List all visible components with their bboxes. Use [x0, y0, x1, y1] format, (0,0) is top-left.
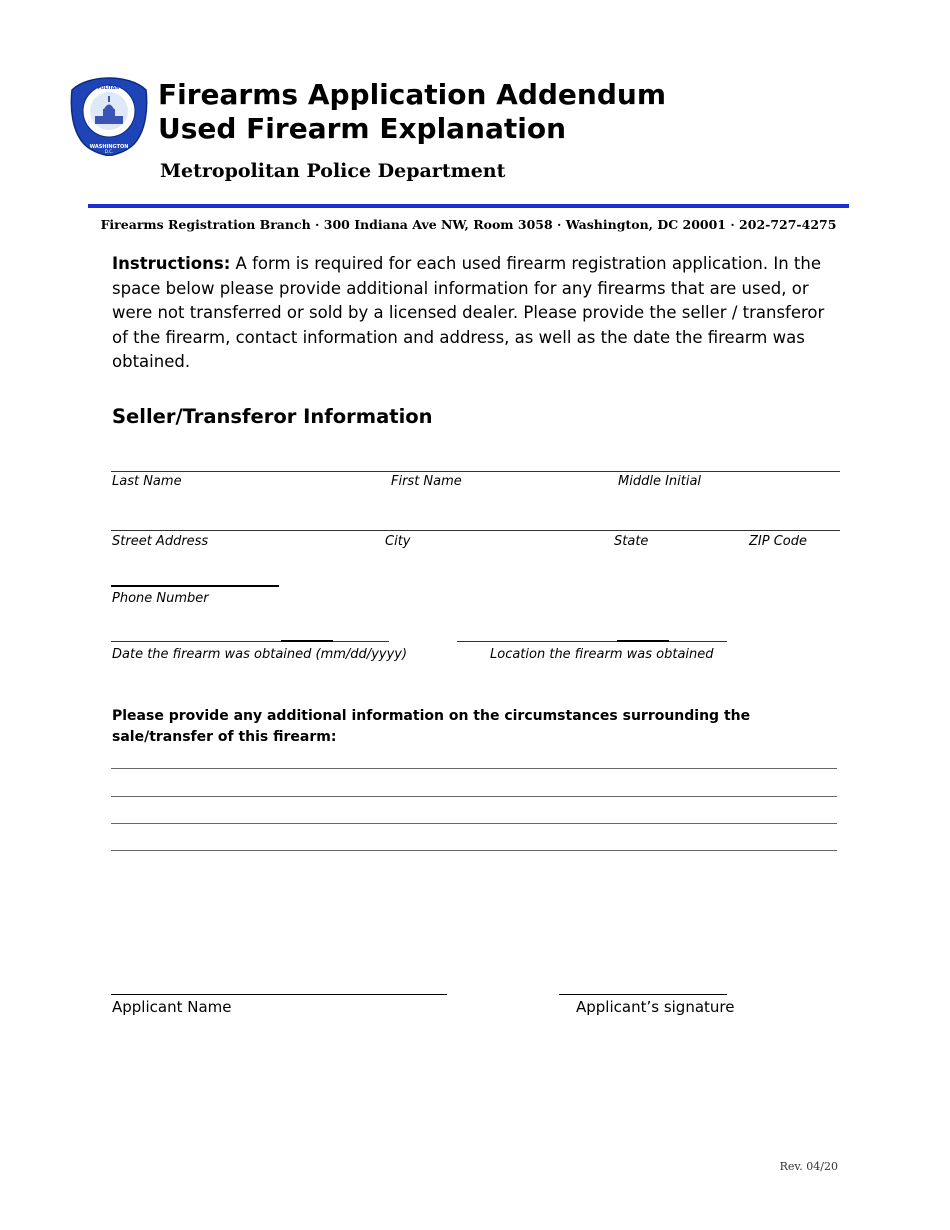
badge-text-dc: D.C. [104, 149, 114, 154]
address-fields-line[interactable] [111, 530, 840, 531]
date-obtained-label: Date the firearm was obtained (mm/dd/yyyy) [112, 647, 408, 662]
zip-code-label: ZIP Code [749, 534, 807, 549]
instructions-paragraph [112, 252, 832, 375]
applicant-name-label: Applicant Name [112, 998, 232, 1016]
instructions-label: Instructions: [112, 254, 231, 273]
location-obtained-line-accent [617, 640, 669, 642]
additional-info-line-2[interactable] [111, 796, 837, 797]
last-name-label: Last Name [112, 474, 182, 489]
branch-address: Firearms Registration Branch · 300 Indiana Ave NW, Room 3058 · Washington, DC 20001 · 202-727-4275 [100, 217, 837, 232]
department-name: Metropolitan Police Department [160, 160, 506, 182]
additional-info-line-4[interactable] [111, 850, 837, 851]
state-label: State [614, 534, 649, 549]
seller-section-heading: Seller/Transferor Information [112, 405, 433, 428]
date-obtained-line-accent [281, 640, 333, 642]
applicant-signature-line[interactable] [559, 994, 727, 995]
form-subtitle: Used Firearm Explanation [158, 112, 567, 145]
mpd-badge-logo [68, 76, 150, 156]
name-fields-line[interactable] [111, 471, 840, 472]
instructions-text: A form is required for each used firearm registration application. In the space below please provide additional information for any firearms that are used, or were not transferred or sold by a licensed dealer. Please provide the seller / transferor of the firearm, contact information and address, as well as the date the firearm was obtained. [112, 254, 825, 372]
badge-text-police: METROPOLITAN POLICE [79, 86, 139, 91]
first-name-label: First Name [391, 474, 462, 489]
phone-number-label: Phone Number [112, 591, 209, 606]
phone-number-line[interactable] [111, 585, 279, 587]
additional-info-prompt: Please provide any additional information on the circumstances surrounding the sale/transfer of this firearm: [112, 708, 751, 745]
applicant-signature-label: Applicant’s signature [576, 998, 735, 1016]
date-obtained-line[interactable] [111, 641, 389, 642]
header-divider [88, 204, 849, 208]
location-obtained-label: Location the firearm was obtained [490, 647, 714, 662]
street-address-label: Street Address [112, 534, 209, 549]
badge-text-washington: WASHINGTON [89, 144, 129, 150]
applicant-name-line[interactable] [111, 994, 447, 995]
city-label: City [385, 534, 411, 549]
revision-note: Rev. 04/20 [779, 1160, 838, 1173]
location-obtained-line[interactable] [457, 641, 727, 642]
form-title: Firearms Application Addendum [158, 78, 666, 111]
additional-info-line-3[interactable] [111, 823, 837, 824]
additional-info-line-1[interactable] [111, 768, 837, 769]
middle-initial-label: Middle Initial [618, 474, 702, 489]
